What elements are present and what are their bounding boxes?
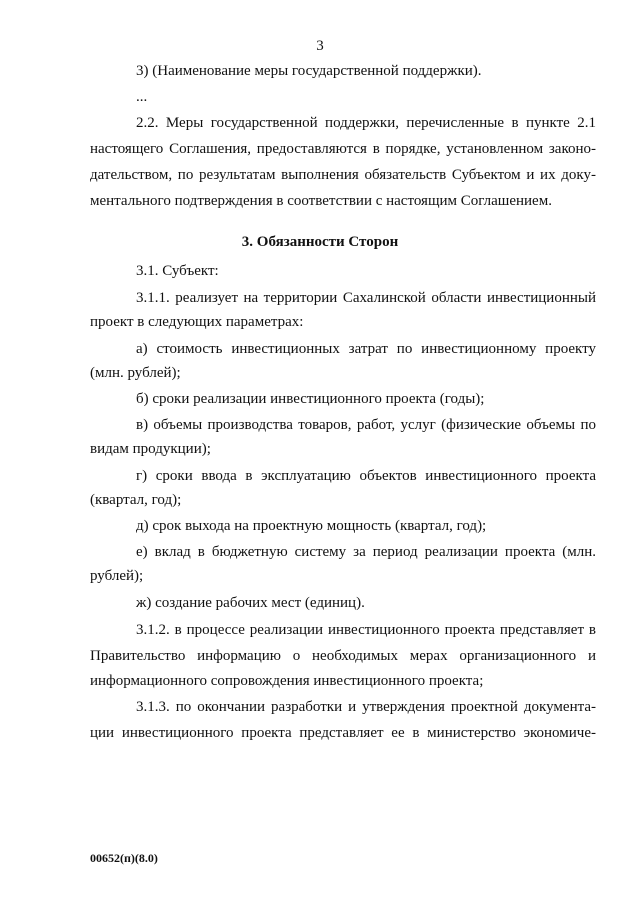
paragraph-line: настоящего Соглашения, предоставляются в порядке, установленном законо- [90, 141, 596, 157]
list-item-line: а) стоимость инвестиционных затрат по инвестиционному проекту [136, 341, 596, 357]
paragraph-line: 3.1. Субъект: [136, 263, 219, 279]
list-item-line: (млн. рублей); [90, 365, 181, 381]
list-item-line: видам продукции); [90, 441, 211, 457]
paragraph-line: проект в следующих параметрах: [90, 314, 304, 330]
list-item-line: рублей); [90, 568, 144, 584]
list-item-line: д) срок выхода на проектную мощность (квартал, год); [136, 518, 487, 534]
paragraph-line: ции инвестиционного проекта представляет ее в министерство экономиче- [90, 725, 596, 741]
ellipsis-line: ... [136, 89, 148, 105]
list-item-line: ж) создание рабочих мест (единиц). [136, 595, 365, 611]
list-item-line: б) сроки реализации инвестиционного проекта (годы); [136, 391, 485, 407]
section-heading: 3. Обязанности Сторон [241, 234, 399, 250]
list-item-line: г) сроки ввода в эксплуатацию объектов инвестиционного проекта [136, 468, 596, 484]
paragraph-line: 3) (Наименование меры государственной поддержки). [136, 63, 482, 79]
paragraph-line: информационного сопровождения инвестиционного проекта; [90, 673, 484, 689]
paragraph-line: 2.2. Меры государственной поддержки, перечисленные в пункте 2.1 [136, 115, 596, 131]
paragraph-line: дательством, по результатам выполнения обязательств Субъектом и их доку- [90, 167, 596, 183]
paragraph-line: 3.1.3. по окончании разработки и утверждения проектной документа- [136, 699, 596, 715]
paragraph-line: ментального подтверждения в соответствии с настоящим Соглашением. [90, 193, 552, 209]
list-item-line: е) вклад в бюджетную систему за период реализации проекта (млн. [136, 544, 596, 560]
paragraph-line: 3.1.1. реализует на территории Сахалинской области инвестиционный [136, 290, 596, 306]
document-code-footer: 00652(п)(8.0) [90, 851, 158, 865]
list-item-line: в) объемы производства товаров, работ, услуг (физические объемы по [136, 417, 596, 433]
paragraph-line: Правительство информацию о необходимых мерах организационного и [90, 648, 596, 664]
list-item-line: (квартал, год); [90, 492, 182, 508]
paragraph-line: 3.1.2. в процессе реализации инвестиционного проекта представляет в [136, 622, 596, 638]
page-number: 3 [316, 38, 324, 54]
